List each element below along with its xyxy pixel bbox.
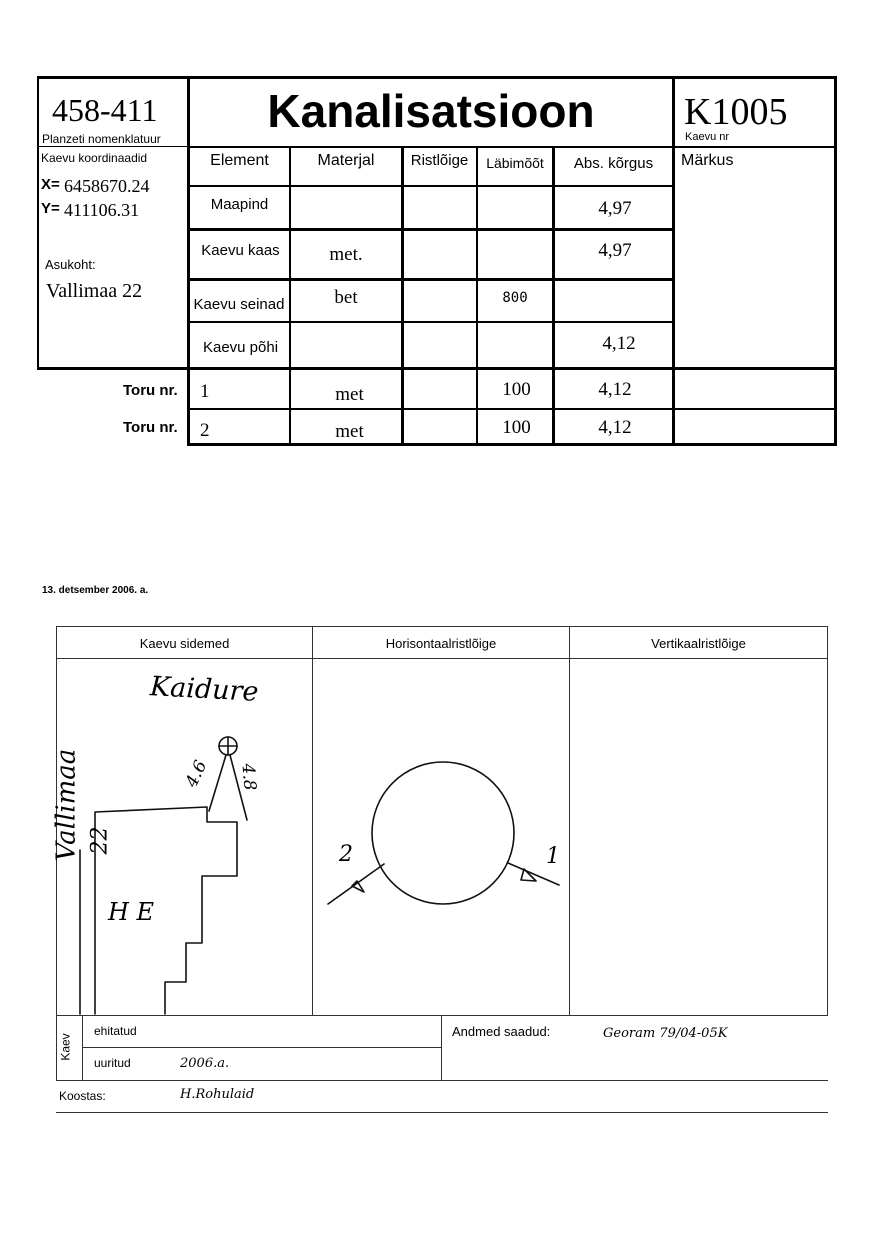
pipe-2-line <box>328 864 384 904</box>
row-bottom-element: Kaevu põhi <box>202 339 279 356</box>
row-cover-material: met. <box>329 244 363 265</box>
row-ground-element: Maapind <box>210 196 269 213</box>
pipe-1-height: 4,12 <box>598 379 632 400</box>
data-source-value: Georam 79/04-05K <box>603 1026 728 1041</box>
hand-house-number: 22 <box>87 826 113 855</box>
pipe-1-number: 1 <box>200 381 210 402</box>
col-material: Materjal <box>317 152 375 169</box>
pipe-1-label: Toru nr. <box>123 382 178 399</box>
surveyed-value: 2006.a. <box>180 1056 230 1071</box>
surveyed-label: uuritud <box>94 1056 131 1070</box>
x-label: X= <box>41 176 60 193</box>
x-value: 6458670.24 <box>64 176 150 196</box>
pipe-1-diameter: 100 <box>502 379 531 400</box>
row-walls-material: bet <box>334 287 358 308</box>
panel-title-connections: Kaevu sidemed <box>139 636 230 651</box>
page-title: Kanalisatsioon <box>267 85 595 137</box>
col-diameter: Läbimõõt <box>486 155 544 171</box>
location-label: Asukoht: <box>45 257 96 272</box>
row-walls-diameter: 800 <box>502 290 528 306</box>
nomenclature-value: 458-411 <box>52 92 158 128</box>
col-height: Abs. kõrgus <box>573 155 654 172</box>
hand-dist-1: 4.6 <box>181 757 212 791</box>
row-bottom-height: 4,12 <box>602 333 636 354</box>
side-label-well: Kaev <box>58 1033 73 1061</box>
well-cross-section <box>372 762 514 904</box>
y-label: Y= <box>41 200 60 217</box>
pipe-2-diameter: 100 <box>502 417 531 438</box>
row-cover-height: 4,97 <box>598 240 632 261</box>
pipe-2-material: met <box>335 421 364 442</box>
document-date: 13. detsember 2006. a. <box>42 585 149 596</box>
author-label: Koostas: <box>59 1089 106 1103</box>
location-value: Vallimaa 22 <box>46 280 143 302</box>
row-ground-height: 4,97 <box>598 198 632 219</box>
author-value: H.Rohulaid <box>180 1087 255 1102</box>
hand-pipe-1: 1 <box>546 844 560 869</box>
well-number-value: K1005 <box>684 91 788 133</box>
hand-pipe-2: 2 <box>339 842 353 867</box>
y-value: 411106.31 <box>64 200 140 220</box>
built-label: ehitatud <box>94 1024 137 1038</box>
well-number-label: Kaevu nr <box>685 131 730 143</box>
row-walls-element: Kaevu seinad <box>193 296 285 313</box>
hand-building-label: H E <box>108 898 155 926</box>
col-element: Element <box>210 152 269 169</box>
hand-dist-2: 4.8 <box>237 762 260 792</box>
nomenclature-label: Planzeti nomenklatuur <box>42 132 161 146</box>
pipe-2-height: 4,12 <box>598 417 632 438</box>
panel-title-horizontal: Horisontaalristlõige <box>385 636 497 651</box>
coordinates-label: Kaevu koordinaadid <box>41 151 148 165</box>
hand-street-left: Vallimaa <box>51 748 82 862</box>
hand-street-top: Kaidure <box>149 671 260 708</box>
panel-title-vertical: Vertikaalristlõige <box>651 636 746 651</box>
row-cover-element: Kaevu kaas <box>201 242 280 259</box>
col-section: Ristlõige <box>410 152 469 169</box>
pipe-1-material: met <box>335 384 364 405</box>
col-remarks: Märkus <box>681 152 734 169</box>
pipe-2-label: Toru nr. <box>123 419 178 436</box>
data-source-label: Andmed saadud: <box>452 1024 551 1039</box>
pipe-2-number: 2 <box>200 420 210 441</box>
